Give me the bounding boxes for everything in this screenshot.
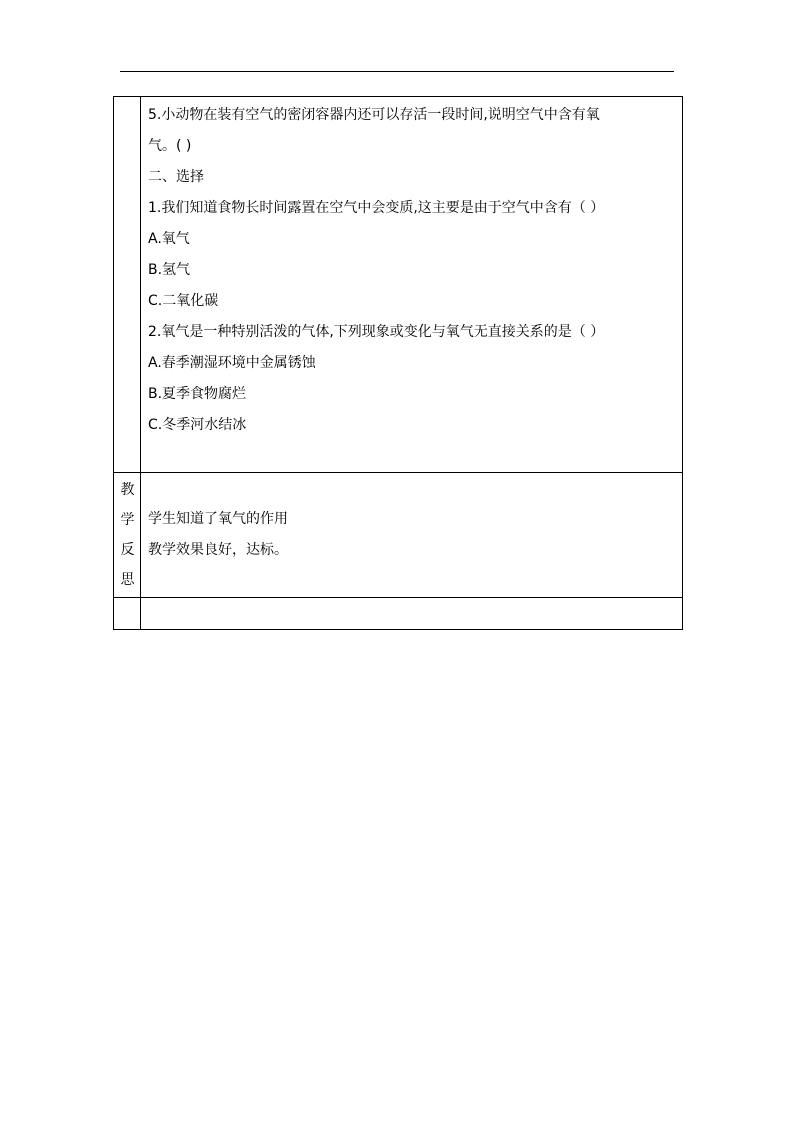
choice-2-option-b: B.夏季食物腐烂 — [148, 386, 247, 402]
reflection-label-char: 反 — [120, 542, 135, 558]
section-heading-choice: 二、选择 — [148, 169, 204, 185]
reflection-label-char: 思 — [120, 572, 135, 588]
exercise-label-cell — [114, 97, 141, 473]
exercise-lines — [141, 97, 682, 441]
header-rule — [120, 71, 674, 72]
reflection-label-cell — [114, 473, 141, 598]
choice-1-option-b: B.氢气 — [148, 262, 191, 278]
exercise-content-cell — [141, 97, 683, 473]
question-5-line-1: 5.小动物在装有空气的密闭容器内还可以存活一段时间,说明空气中含有氧 — [148, 107, 600, 123]
exercise-row — [114, 97, 683, 473]
reflection-content-cell — [141, 473, 683, 598]
reflection-label — [114, 473, 141, 595]
choice-1-option-c: C.二氧化碳 — [148, 293, 219, 309]
reflection-line-2: 教学效果良好，达标。 — [148, 542, 288, 558]
reflection-line-1: 学生知道了氧气的作用 — [148, 511, 288, 527]
empty-content-cell — [141, 598, 683, 630]
empty-row — [114, 598, 683, 630]
reflection-label-char: 教 — [120, 482, 135, 498]
choice-2-option-a: A.春季潮湿环境中金属锈蚀 — [148, 355, 316, 371]
choice-question-1: 1.我们知道食物长时间露置在空气中会变质,这主要是由于空气中含有（ ） — [148, 200, 605, 216]
question-5-line-2: 气。( ) — [148, 138, 192, 154]
reflection-label-char: 学 — [120, 512, 135, 528]
lesson-table — [113, 96, 683, 630]
choice-2-option-c: C.冬季河水结冰 — [148, 417, 247, 433]
reflection-row — [114, 473, 683, 598]
reflection-lines — [141, 473, 682, 566]
empty-label-cell — [114, 598, 141, 630]
choice-question-2: 2.氧气是一种特别活泼的气体,下列现象或变化与氧气无直接关系的是（ ） — [148, 324, 605, 340]
choice-1-option-a: A.氧气 — [148, 231, 190, 247]
